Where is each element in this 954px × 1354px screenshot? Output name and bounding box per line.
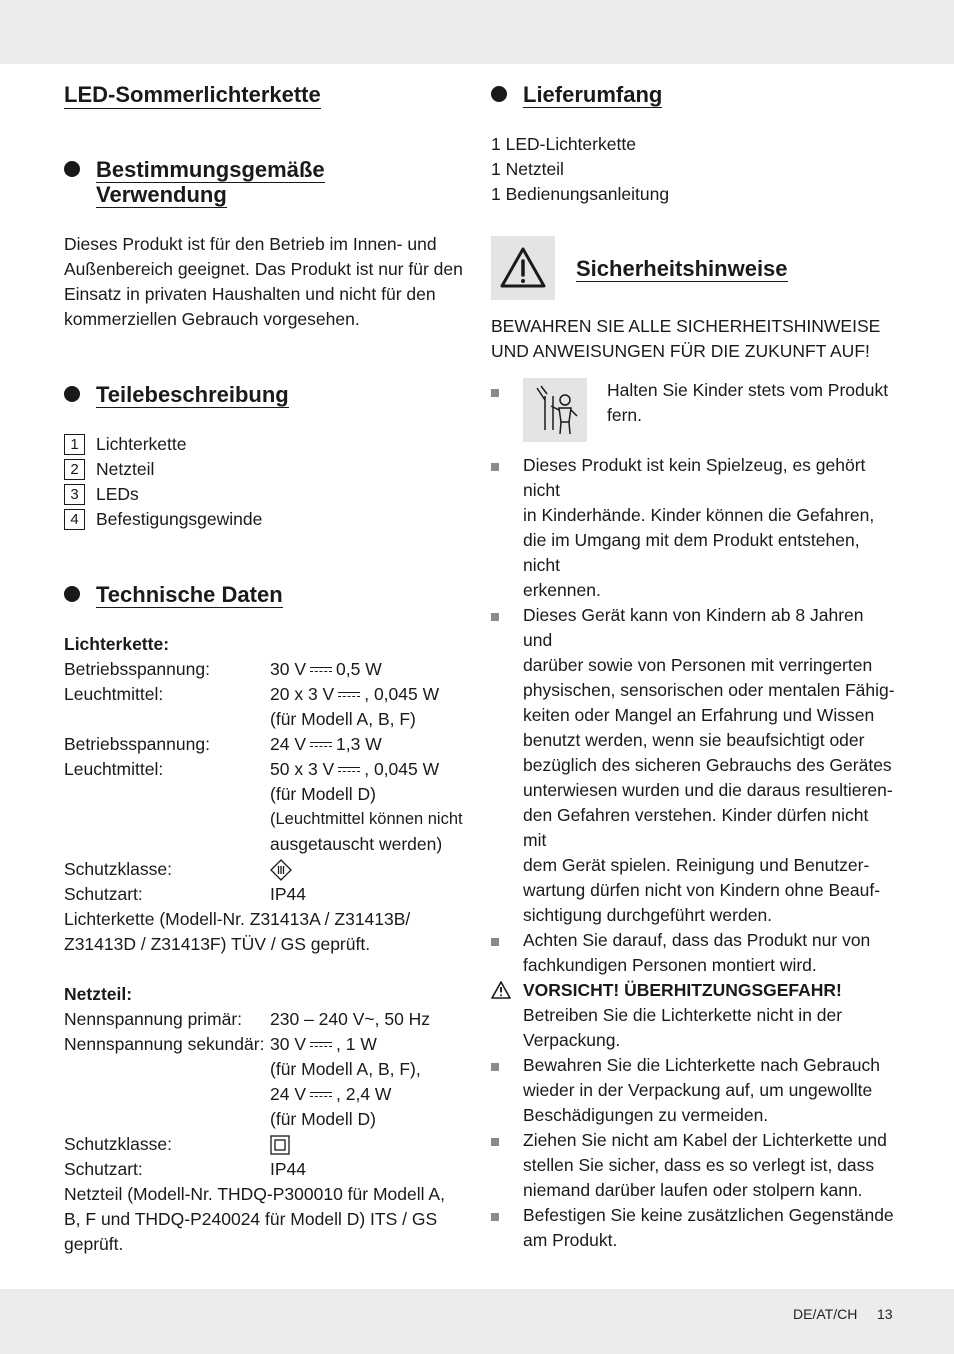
- bullet-square-icon: [491, 1063, 499, 1071]
- spec-row: Betriebsspannung: 30 V 0,5 W: [64, 659, 382, 679]
- list-item: Ziehen Sie nicht am Kabel der Lichterkette und stellen Sie sicher, dass es so verlegt ist, dass niemand darüber laufen oder stolpern kann.: [491, 1128, 896, 1203]
- dc-symbol-icon: [310, 741, 332, 749]
- footer-region: DE/AT/CH: [793, 1306, 858, 1322]
- spec-row: Nennspannung sekundär: 30 V , 1 W: [64, 1034, 377, 1054]
- list-item: Bewahren Sie die Lichterkette nach Gebrauch wieder in der Verpackung auf, um ungewollte Beschädigungen zu vermeiden.: [491, 1053, 896, 1128]
- warning-triangle-icon: [491, 236, 555, 300]
- spec-row: Leuchtmittel: 50 x 3 V , 0,045 W: [64, 759, 440, 779]
- list-item: Dieses Gerät kann von Kindern ab 8 Jahren und darüber sowie von Personen mit verringerten physischen, sensorischen oder mentalen Fähig- keiten oder Mangel an Erfahrung und Wissen benutzt werden, wenn sie beaufsichtigt oder bezüglich des sicheren Gebrauchs des Gerätes unterwiesen wurden und die daraus resultieren- den Gefahren verstehen. Kinder dürfen nicht mit dem Gerät spielen. Reinigung und Benutzer- wartung dürfen nicht von Kindern ohne Beauf- sichtigung durchgeführt werden.: [491, 603, 896, 928]
- caution-block: VORSICHT! ÜBERHITZUNGSGEFAHR! Betreiben Sie die Lichterkette nicht in der Verpackung.: [491, 978, 896, 1053]
- psu-note: Netzteil (Modell-Nr. THDQ-P300010 für Modell A,: [64, 1184, 445, 1204]
- spec-row: (für Modell D): [270, 784, 376, 804]
- spec-row: Leuchtmittel: 20 x 3 V , 0,045 W: [64, 684, 440, 704]
- chain-note: Z31413D / Z31413F) TÜV / GS geprüft.: [64, 934, 371, 954]
- spec-row: (für Modell A, B, F),: [270, 1059, 421, 1079]
- list-item: 1 LED-Lichterkette: [491, 134, 636, 154]
- tech-data: [64, 632, 474, 1257]
- parts-list: [64, 432, 474, 532]
- right-column: [491, 82, 896, 1253]
- dc-symbol-icon: [310, 1041, 332, 1049]
- tech-heading: Technische Daten: [64, 582, 474, 607]
- spec-row: 24 V , 2,4 W: [270, 1084, 392, 1104]
- spec-row: Nennspannung primär: 230 – 240 V~, 50 Hz: [64, 1009, 431, 1029]
- list-item: 3 LEDs: [64, 482, 474, 507]
- list-item: Befestigen Sie keine zusätzlichen Gegenstände am Produkt.: [491, 1203, 896, 1253]
- spec-row: (Leuchtmittel können nicht: [270, 810, 463, 828]
- list-item: 4 Befestigungsgewinde: [64, 507, 474, 532]
- dc-symbol-icon: [310, 666, 332, 674]
- warning-triangle-icon: [491, 981, 511, 999]
- left-column: [64, 82, 474, 1257]
- spec-row: Schutzklasse:: [64, 857, 474, 882]
- protection-class-3-icon: [270, 859, 292, 881]
- safety-list: [491, 453, 896, 1253]
- list-item: Dieses Produkt ist kein Spielzeug, es gehört nicht in Kinderhände. Kinder können die Gefahren, die im Umgang mit dem Produkt entstehen, nicht erkennen.: [491, 453, 896, 603]
- bullet-dot-icon: [64, 386, 80, 402]
- list-item: 1 Netzteil: [491, 159, 564, 179]
- spec-row: (für Modell D): [270, 1109, 376, 1129]
- parts-heading: Teilebeschreibung: [64, 382, 474, 407]
- warning-box: [491, 236, 555, 300]
- list-item: 1 Lichterkette: [64, 432, 474, 457]
- list-item: 2 Netzteil: [64, 457, 474, 482]
- intended-use-text: Dieses Produkt ist für den Betrieb im Innen- und Außenbereich geeignet. Das Produkt ist nur für den Einsatz in privaten Haushalten und nicht für den kommerziellen Gebrauch vorgesehen.: [64, 234, 463, 329]
- children-warning: Halten Sie Kinder stets vom Produkt fern.: [491, 378, 896, 443]
- bullet-square-icon: [491, 938, 499, 946]
- psu-label: Netzteil:: [64, 984, 133, 1004]
- bullet-square-icon: [491, 1138, 499, 1146]
- bullet-square-icon: [491, 463, 499, 471]
- product-title: LED-Sommerlichterkette: [64, 82, 321, 107]
- scope-list: [491, 132, 896, 207]
- dc-symbol-icon: [338, 766, 360, 774]
- spec-row: Schutzart: IP44: [64, 1159, 306, 1179]
- dc-symbol-icon: [310, 1091, 332, 1099]
- bullet-dot-icon: [64, 161, 80, 177]
- safety-heading: Sicherheitshinweise: [576, 256, 788, 281]
- spec-row: Betriebsspannung: 24 V 1,3 W: [64, 734, 382, 754]
- spec-row: Schutzklasse:: [64, 1132, 474, 1157]
- bullet-square-icon: [491, 613, 499, 621]
- chain-label: Lichterkette:: [64, 634, 170, 654]
- spec-row: ausgetauscht werden): [270, 834, 443, 854]
- dc-symbol-icon: [338, 691, 360, 699]
- bullet-dot-icon: [64, 586, 80, 602]
- top-band: [0, 0, 954, 64]
- spec-row: Schutzart: IP44: [64, 884, 306, 904]
- bullet-dot-icon: [491, 86, 507, 102]
- spec-row: (für Modell A, B, F): [270, 709, 416, 729]
- child-pictogram: [523, 378, 587, 442]
- psu-note: geprüft.: [64, 1234, 124, 1254]
- scope-heading: Lieferumfang: [491, 82, 896, 107]
- list-item: Achten Sie darauf, dass das Produkt nur von fachkundigen Personen montiert wird.: [491, 928, 896, 978]
- bullet-square-icon: [491, 1213, 499, 1221]
- safety-heading-row: [491, 236, 896, 300]
- page-number: 13: [877, 1306, 893, 1322]
- keep-instructions: BEWAHREN SIE ALLE SICHERHEITSHINWEISE UND ANWEISUNGEN FÜR DIE ZUKUNFT AUF!: [491, 316, 881, 361]
- list-item: 1 Bedienungsanleitung: [491, 184, 670, 204]
- child-hazard-icon: [523, 378, 587, 442]
- intended-use-heading: Bestimmungsgemäße Verwendung: [64, 157, 474, 207]
- protection-class-2-icon: [270, 1135, 290, 1155]
- chain-note: Lichterkette (Modell-Nr. Z31413A / Z31413B/: [64, 909, 411, 929]
- bullet-square-icon: [491, 389, 499, 397]
- psu-note: B, F und THDQ-P240024 für Modell D) ITS / GS: [64, 1209, 438, 1229]
